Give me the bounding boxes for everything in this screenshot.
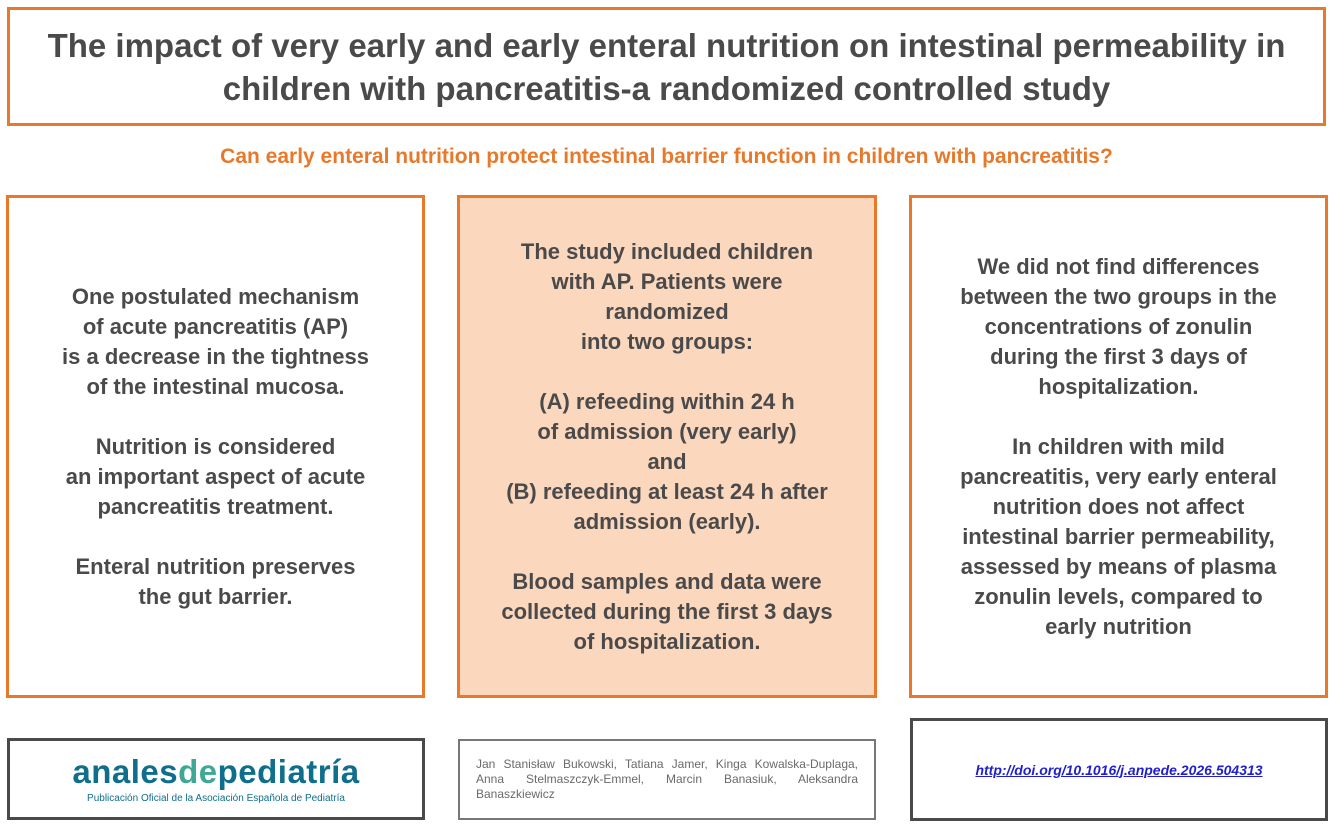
authors-box bbox=[458, 739, 876, 820]
doi-link[interactable]: http://doi.org/10.1016/j.anpede.2026.504313 bbox=[975, 761, 1263, 778]
text-line: the gut barrier. bbox=[138, 583, 293, 609]
doi-box bbox=[910, 718, 1328, 821]
title-box bbox=[7, 7, 1326, 126]
text-line: nutrition does not affect bbox=[992, 493, 1245, 519]
text-line: We did not find differences bbox=[977, 253, 1260, 279]
text-line: Blood samples and data were bbox=[512, 568, 822, 594]
text-line: into two groups: bbox=[580, 328, 754, 354]
text-line: Nutrition is considered bbox=[95, 433, 336, 459]
paper-title bbox=[22, 24, 1312, 110]
background-panel bbox=[6, 195, 425, 698]
text-line: of admission (very early) bbox=[537, 418, 797, 444]
text-line: intestinal barrier permeability, bbox=[962, 523, 1275, 549]
text-line: an important aspect of acute bbox=[65, 463, 366, 489]
methods-panel bbox=[457, 195, 877, 698]
text-line: The study included children bbox=[520, 238, 814, 264]
results-paragraph-2 bbox=[960, 432, 1277, 642]
background-paragraph-3 bbox=[62, 552, 369, 612]
text-line: of the intestinal mucosa. bbox=[86, 373, 345, 399]
text-line: and bbox=[647, 448, 687, 474]
text-line: admission (early). bbox=[573, 508, 761, 534]
text-line: pancreatitis treatment. bbox=[97, 493, 334, 519]
methods-paragraph-2 bbox=[501, 387, 832, 537]
background-paragraph-2 bbox=[62, 432, 369, 522]
journal-logo bbox=[7, 738, 425, 820]
title-line-2: children with pancreatitis-a randomized controlled study bbox=[222, 69, 1111, 107]
text-line: collected during the first 3 days bbox=[501, 598, 833, 624]
text-line: hospitalization. bbox=[1038, 373, 1199, 399]
text-line: pancreatitis, very early enteral bbox=[960, 463, 1277, 489]
text-line: randomized bbox=[605, 298, 729, 324]
research-question: Can early enteral nutrition protect intestinal barrier function in children with pancreatitis? bbox=[220, 145, 1113, 168]
text-line: of acute pancreatitis (AP) bbox=[82, 313, 349, 339]
text-line: One postulated mechanism bbox=[71, 283, 360, 309]
text-line: assessed by means of plasma bbox=[960, 553, 1277, 579]
text-line: with AP. Patients were bbox=[551, 268, 783, 294]
text-line: early nutrition bbox=[1045, 613, 1192, 639]
journal-logo-subtitle: Publicación Oficial de la Asociación Española de Pediatría bbox=[87, 793, 345, 804]
text-line: zonulin levels, compared to bbox=[974, 583, 1263, 609]
text-line: between the two groups in the bbox=[960, 283, 1277, 309]
text-line: (A) refeeding within 24 h bbox=[539, 388, 795, 414]
results-paragraph-1 bbox=[960, 252, 1277, 402]
text-line: during the first 3 days of bbox=[990, 343, 1247, 369]
author-list: Jan Stanisław Bukowski, Tatiana Jamer, Kinga Kowalska-Duplaga, Anna Stelmaszczyk-Emmel, Marcin Banasiuk, Aleksandra Banaszkiewicz bbox=[476, 757, 858, 801]
text-line: In children with mild bbox=[1012, 433, 1225, 459]
results-panel bbox=[909, 195, 1328, 698]
text-line: concentrations of zonulin bbox=[984, 313, 1253, 339]
methods-paragraph-1 bbox=[501, 237, 832, 357]
methods-paragraph-3 bbox=[501, 567, 832, 657]
journal-logo-wordmark: analesdepediatría bbox=[72, 753, 360, 790]
text-line: Enteral nutrition preserves bbox=[75, 553, 356, 579]
text-line: is a decrease in the tightness bbox=[62, 343, 369, 369]
text-line: of hospitalization. bbox=[573, 628, 761, 654]
background-paragraph-1 bbox=[62, 282, 369, 402]
text-line: (B) refeeding at least 24 h after bbox=[506, 478, 828, 504]
title-line-1: The impact of very early and early enteral nutrition on intestinal permeability in bbox=[47, 26, 1286, 64]
